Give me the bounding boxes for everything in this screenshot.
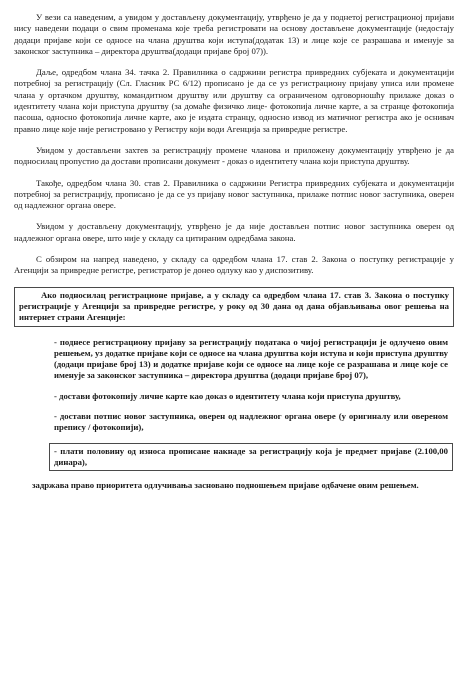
paragraph-rulebook-article-30: Такође, одредбом члана 30. став 2. Правилника о садржини Регистра привредних субјеката и документацији потребној за регистрацију, прописано је да се уз пријаву новог заступника, прилаже потпис новог заступника, оверен од надлежног органа овере. bbox=[14, 177, 454, 211]
list-item: - достави потпис новог заступника, оверен од надлежног органа овере (у оригиналу или овереном препису / фотокопији), bbox=[54, 411, 448, 433]
paragraph-rulebook-article-34: Даље, одредбом члана 34. тачка 2. Правилника о садржини регистра привредних субјеката и документацији потребној за регистрацију (Сл. Гласник РС 6/12) прописано је да се уз регистрациону пријаву уписа или промене члана у ортачком друштву, командитном друштву или друштву са ограниченом одговорношћу прилаже доказ о идентитету члана који приступа друштву (за домаће физичко лице- фотокопија личне карте, а за странце фотокопија пасоша, односно фотокопија личне карте, ако је издата странцу, односно извод из матичног регистра ако је оснивач правно лице које није регистровано у Регистру који води Агенција за привредне регистре. bbox=[14, 67, 454, 134]
list-item: - поднесе регистрациону пријаву за регистрацију података о чијој регистрацији је одлучено овим решењем, уз додатке пријаве који се односе на чланa друштва који иступа и који приступа друштву (додаци пријаве број 13) и додатке пријаве који се односе на лице које се разрашава и лице које се именује за законског заступника – директора друштва (додаци пријаве број 07), bbox=[54, 336, 448, 381]
paragraph-missing-identity-proof: Увидом у достављени захтев за регистрацију промене чланова и приложену документацију утврђено је да подносилац пропустио да достави прописани документ - доказ о идентитету члана који приступа друштву. bbox=[14, 144, 454, 167]
paragraph-missing-attachments: У вези са наведеним, а увидом у достављену документацију, утврђено је да у поднетој регистрационој пријави нису наведени подаци о свим променама које треба регистровати на основу достављене документације (недостају додаци пријаве који се односе на чланa друштва који иступа(додатак 13) и лице које се разрашава и именује за законског заступника – директора друштва(додаци пријаве број 07)). bbox=[14, 12, 454, 56]
conditions-list bbox=[54, 337, 448, 472]
paragraph-decision-basis: С обзиром на напред наведено, у складу са одредбом члана 17. став 2. Закона о поступку регистрације у Агенцији за привредне регистре, регистратор је донео одлуку као у диспозитиву. bbox=[14, 254, 454, 276]
paragraph-missing-signature: Увидом у достављену документацију, утврђено је да није достављен потпис новог заступника оверен од надлежног органа овере, што није у складу са цитираним одредбама закона. bbox=[14, 221, 454, 243]
closing-paragraph: задржава право приоритета одлучивања засновано подношењем пријаве одбачене овим решењем. bbox=[32, 480, 419, 491]
list-item: - плати половину од износа прописане накнаде за регистрацију која је предмет пријаве (2.100,00 динара), bbox=[49, 443, 453, 472]
list-item: - достави фотокопију личне карте као доказ о идентитету члана који приступа друштву, bbox=[54, 390, 401, 401]
notice-paragraph: Ако подносилац регистрационе пријаве, а у складу са одредбом члана 17. став 3. Закона о поступку регистрације у Агенцији за привредне регистре, у року од 30 дана од дана објављивања овог решења на интернет страни Агенције: bbox=[14, 287, 454, 327]
